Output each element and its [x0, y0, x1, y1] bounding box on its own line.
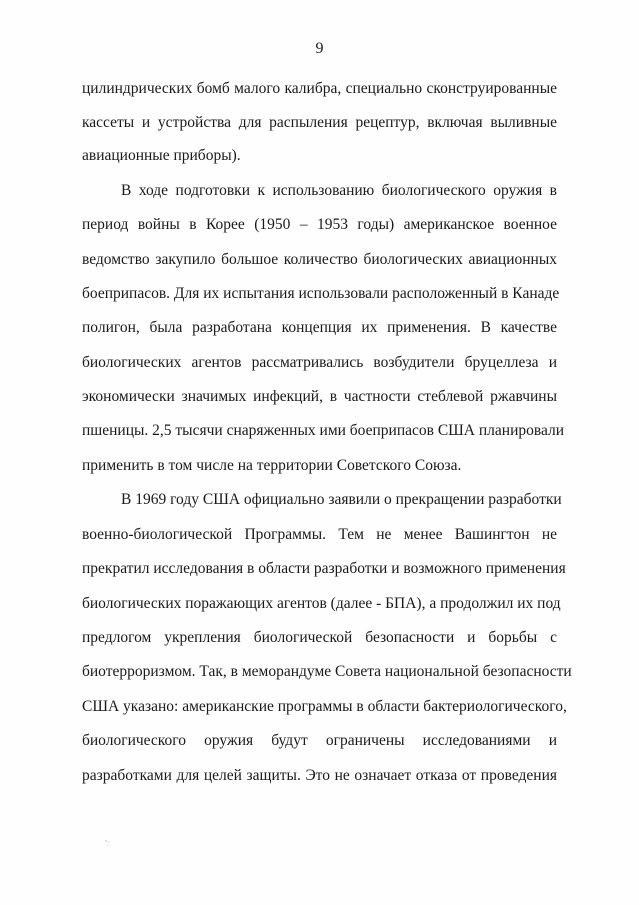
page-number: 9: [315, 40, 324, 57]
text-line: разработками для целей защиты. Это не означает отказа от проведения: [82, 767, 557, 784]
text-line: биотерроризмом. Так, в меморандуме Совета национальной безопасности: [82, 663, 572, 680]
scan-artifact-mark: [103, 838, 113, 848]
text-line: прекратил исследования в области разработки и возможного применения: [82, 560, 566, 577]
paragraph-first-line: В ходе подготовки к использованию биологического оружия в: [121, 182, 557, 199]
text-line: кассеты и устройства для распыления рецептур, включая выливные: [82, 114, 557, 131]
text-line: ведомство закупило большое количество биологических авиационных: [82, 251, 557, 268]
text-line: предлогом укрепления биологической безопасности и борьбы с: [82, 629, 557, 646]
text-line: военно-биологической Программы. Тем не менее Вашингтон не: [82, 526, 557, 543]
text-line: полигон, была разработана концепция их применения. В качестве: [82, 319, 557, 336]
text-line: пшеницы. 2,5 тысячи снаряженных ими боеприпасов США планировали: [82, 422, 565, 439]
text-line: боеприпасов. Для их испытания использовали расположенный в Канаде: [82, 285, 560, 302]
text-line: экономически значимых инфекций, в частности стеблевой ржавчины: [82, 388, 557, 405]
text-line: биологических поражающих агентов (далее - БПА), а продолжил их под: [82, 595, 561, 612]
text-line: применить в том числе на территории Советского Союза.: [82, 457, 462, 474]
text-line: биологических агентов рассматривались возбудители бруцеллеза и: [82, 354, 557, 371]
text-line: США указано: американские программы в области бактериологического,: [82, 698, 567, 715]
text-line: биологического оружия будут ограничены исследованиями и: [82, 732, 557, 749]
text-line: период войны в Корее (1950 – 1953 годы) американское военное: [82, 216, 557, 233]
text-line: цилиндрических бомб малого калибра, специально сконструированные: [82, 80, 557, 97]
paragraph-first-line: В 1969 году США официально заявили о прекращении разработки: [121, 491, 562, 508]
text-line: авиационные приборы).: [82, 147, 241, 164]
